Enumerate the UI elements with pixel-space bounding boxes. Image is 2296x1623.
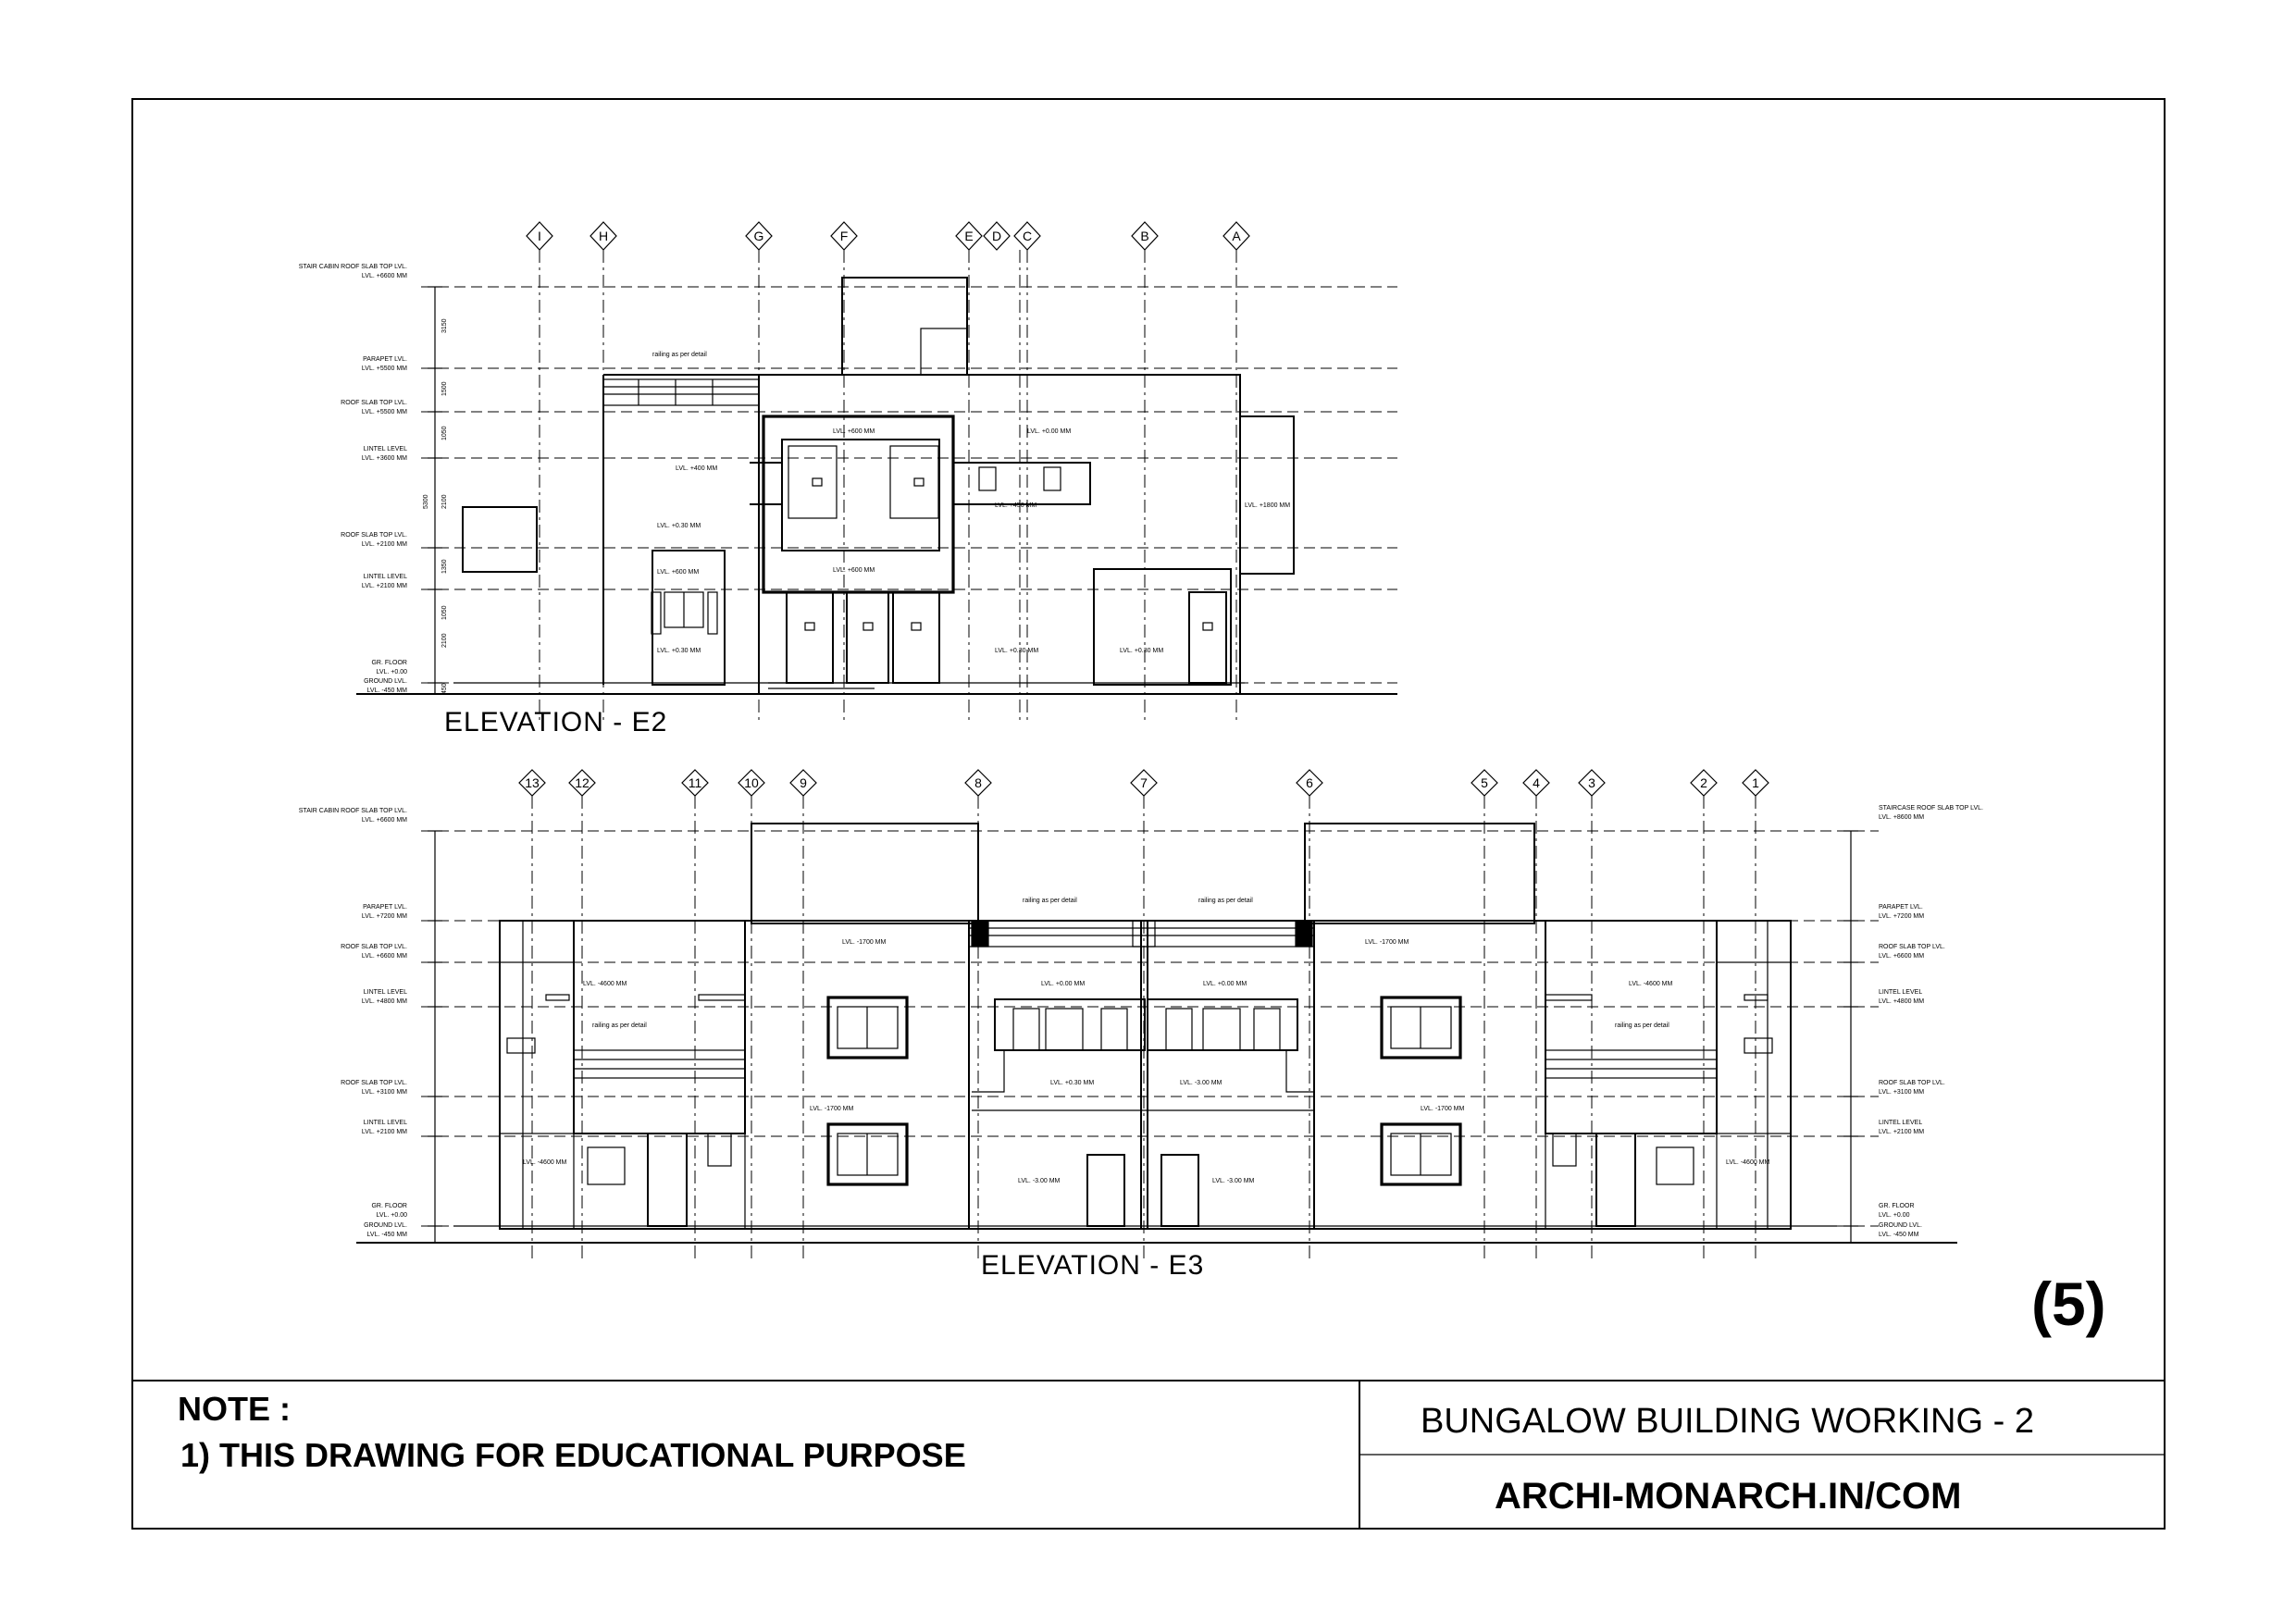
e2-lvl-600-bottom: LVL. +600 MM [833, 567, 875, 574]
e2-grid-label-e: E [964, 229, 974, 243]
e3-grid-marker-1 [1743, 770, 1769, 796]
e3-grid-label-7: 7 [1140, 775, 1148, 790]
e3-lvl-1700-left-top: LVL. -1700 MM [842, 939, 887, 946]
e2-grid-label-d: D [991, 229, 1002, 243]
e2-lvl-1800: LVL. +1800 MM [1245, 502, 1291, 509]
e3-left-level-value-1: LVL. +6600 MM [361, 817, 407, 824]
e3-dimension-chain-right [1843, 831, 1858, 1243]
e2-grid-marker-g [746, 222, 772, 250]
e2-dim-5: 1350 [441, 559, 448, 574]
e3-grid-marker-12 [569, 770, 595, 796]
e3-left-level-label-3: ROOF SLAB TOP LVL. [341, 944, 407, 950]
e3-grid-marker-13 [519, 770, 545, 796]
e3-railing-note-2: railing as per detail [1198, 898, 1253, 904]
e3-left-level-value-7: LVL. +0.00 [376, 1212, 407, 1219]
e3-grid-marker-11 [682, 770, 708, 796]
e2-level-label-3: ROOF SLAB TOP LVL. [341, 400, 407, 406]
e2-level-labels [299, 264, 407, 694]
e2-building [463, 278, 1294, 694]
e3-title: ELEVATION - E3 [981, 1250, 1205, 1281]
e3-right-level-label-7: GR. FLOOR [1879, 1203, 1915, 1209]
e2-lvl-600-top: LVL. +600 MM [833, 428, 875, 435]
e3-left-level-value-6: LVL. +2100 MM [361, 1129, 407, 1135]
e2-dim-1: 3150 [441, 318, 448, 333]
e3-lvl-030: LVL. +0.30 MM [1050, 1080, 1095, 1086]
e3-grid-marker-4 [1523, 770, 1549, 796]
e3-grid-label-1: 1 [1752, 775, 1759, 790]
e2-lvl-030-mid: LVL. +0.30 MM [657, 523, 701, 529]
e3-grid-label-11: 11 [688, 775, 702, 790]
e2-grid-label-i: I [538, 229, 541, 243]
e2-grid-label-c: C [1022, 229, 1033, 243]
e2-dim-8: 450 [441, 683, 448, 694]
e2-annotations [652, 352, 1290, 654]
e2-grid-label-a: A [1232, 229, 1241, 243]
e3-right-level-label-3: ROOF SLAB TOP LVL. [1879, 944, 1945, 950]
e3-lvl-4600-left-bottom: LVL. -4600 MM [523, 1159, 567, 1166]
e2-lvl-000-top: LVL. +0.00 MM [1027, 428, 1072, 435]
e2-level-label-6: LINTEL LEVEL [363, 574, 407, 580]
e3-lvl-4600-left-top: LVL. -4600 MM [583, 981, 627, 987]
e3-lvl-4600-right-bottom: LVL. -4600 MM [1726, 1159, 1770, 1166]
e3-right-level-label-1: STAIRCASE ROOF SLAB TOP LVL. [1879, 805, 1983, 812]
e2-dim-3: 1050 [441, 426, 448, 440]
e3-grid-marker-9 [790, 770, 816, 796]
e2-level-value-3: LVL. +5500 MM [361, 409, 407, 415]
e3-grid-marker-6 [1297, 770, 1322, 796]
e2-grid-markers [527, 222, 1249, 250]
e2-level-value-5: LVL. +2100 MM [361, 541, 407, 548]
e3-left-level-value-8: LVL. -450 MM [366, 1232, 407, 1238]
e2-level-value-7: LVL. +0.00 [376, 669, 407, 675]
e2-dim-4: 2100 [441, 494, 448, 509]
e2-level-value-1: LVL. +6600 MM [361, 273, 407, 279]
e3-grid-label-4: 4 [1533, 775, 1540, 790]
e3-lvl-3000-left: LVL. -3.00 MM [1018, 1178, 1061, 1184]
e2-level-label-1: STAIR CABIN ROOF SLAB TOP LVL. [298, 264, 407, 270]
e3-level-labels-left [299, 808, 407, 1238]
e2-level-label-4: LINTEL LEVEL [363, 446, 407, 452]
e2-lvl-030-left: LVL. +0.30 MM [657, 648, 701, 654]
e3-lvl-1700-right-top: LVL. -1700 MM [1365, 939, 1409, 946]
e2-grid-marker-e [956, 222, 982, 250]
e3-grid-label-13: 13 [525, 775, 540, 790]
e3-left-level-label-4: LINTEL LEVEL [363, 989, 407, 996]
e2-lvl-450: LVL. +450 MM [995, 502, 1037, 509]
e3-lvl-3000-upper: LVL. -3.00 MM [1180, 1080, 1222, 1086]
e3-right-level-label-2: PARAPET LVL. [1879, 904, 1923, 911]
e3-grid-label-12: 12 [575, 775, 590, 790]
e2-dimension-chain [423, 287, 448, 694]
e3-left-level-label-5: ROOF SLAB TOP LVL. [341, 1080, 407, 1086]
e3-lvl-3000-right: LVL. -3.00 MM [1212, 1178, 1255, 1184]
e2-dim-6: 1050 [441, 605, 448, 620]
sheet-number: (5) [2031, 1270, 2106, 1338]
e3-railing-note-4: railing as per detail [1615, 1022, 1669, 1029]
note-heading: NOTE : [178, 1390, 291, 1428]
e3-grid-label-2: 2 [1700, 775, 1707, 790]
e2-grid-label-b: B [1140, 229, 1149, 243]
e2-level-label-8: GROUND LVL. [364, 678, 407, 685]
e3-annotations [523, 898, 1770, 1184]
e3-grid-label-9: 9 [800, 775, 807, 790]
e2-grid-marker-d [984, 222, 1010, 250]
e3-right-level-value-8: LVL. -450 MM [1879, 1232, 1919, 1238]
e3-right-level-label-5: ROOF SLAB TOP LVL. [1879, 1080, 1945, 1086]
e3-grid-markers [519, 770, 1769, 796]
e3-grid-label-3: 3 [1588, 775, 1595, 790]
e3-right-level-label-8: GROUND LVL. [1879, 1222, 1922, 1229]
e3-left-level-label-7: GR. FLOOR [371, 1203, 407, 1209]
e3-railing-note-1: railing as per detail [1023, 898, 1077, 904]
e3-dimension-chain-left [428, 831, 442, 1243]
e2-grid-label-h: H [598, 229, 609, 243]
e3-left-level-label-8: GROUND LVL. [364, 1222, 407, 1229]
e3-lvl-4600-right-top: LVL. -4600 MM [1629, 981, 1673, 987]
e2-lvl-400: LVL. +400 MM [676, 465, 718, 472]
e2-grid-marker-a [1223, 222, 1249, 250]
e3-right-level-value-1: LVL. +8600 MM [1879, 814, 1925, 821]
note-line-1: 1) THIS DRAWING FOR EDUCATIONAL PURPOSE [180, 1436, 966, 1474]
e3-lvl-1700-right-mid: LVL. -1700 MM [1421, 1106, 1465, 1112]
elevation-e3 [299, 770, 1983, 1281]
e3-right-level-value-5: LVL. +3100 MM [1879, 1089, 1925, 1096]
sheet-border [132, 99, 2165, 1529]
e2-railing-note: railing as per detail [652, 352, 707, 358]
e3-right-level-value-2: LVL. +7200 MM [1879, 913, 1925, 920]
e3-grid-marker-5 [1471, 770, 1497, 796]
e2-dim-7: 2100 [441, 633, 448, 648]
e2-grid-marker-b [1132, 222, 1158, 250]
e3-grid-marker-7 [1131, 770, 1157, 796]
e3-lvl-000-right: LVL. +0.00 MM [1203, 981, 1247, 987]
e2-grid-marker-h [590, 222, 616, 250]
e3-grid-label-5: 5 [1481, 775, 1488, 790]
e3-right-level-value-7: LVL. +0.00 [1879, 1212, 1910, 1219]
e2-level-label-5: ROOF SLAB TOP LVL. [341, 532, 407, 539]
e3-right-level-label-6: LINTEL LEVEL [1879, 1120, 1923, 1126]
elevation-e2 [299, 222, 1397, 737]
e3-lvl-000-left: LVL. +0.00 MM [1041, 981, 1086, 987]
e3-grid-marker-3 [1579, 770, 1605, 796]
e3-grid-label-10: 10 [744, 775, 759, 790]
e2-grid-label-g: G [753, 229, 764, 243]
e2-grid-label-f: F [839, 229, 849, 243]
e3-left-level-label-1: STAIR CABIN ROOF SLAB TOP LVL. [298, 808, 407, 814]
e3-left-level-value-2: LVL. +7200 MM [361, 913, 407, 920]
e2-dim-2: 1500 [441, 381, 448, 396]
e2-grid-marker-f [831, 222, 857, 250]
e2-lvl-600-left: LVL. +600 MM [657, 569, 700, 576]
e2-grid-marker-c [1014, 222, 1040, 250]
e2-level-value-2: LVL. +5500 MM [361, 365, 407, 372]
e3-right-level-value-6: LVL. +2100 MM [1879, 1129, 1925, 1135]
e2-level-value-6: LVL. +2100 MM [361, 583, 407, 589]
e3-grid-marker-8 [965, 770, 991, 796]
website-label: ARCHI-MONARCH.IN/COM [1495, 1476, 1962, 1517]
e2-grid-marker-i [527, 222, 552, 250]
project-title: BUNGALOW BUILDING WORKING - 2 [1421, 1402, 2034, 1441]
e2-level-label-7: GR. FLOOR [371, 660, 407, 666]
e3-left-level-label-6: LINTEL LEVEL [363, 1120, 407, 1126]
e3-grid-label-8: 8 [974, 775, 982, 790]
e3-left-level-value-4: LVL. +4800 MM [361, 998, 407, 1005]
e3-grid-marker-10 [738, 770, 764, 796]
e2-lvl-030-center: LVL. +0.30 MM [995, 648, 1039, 654]
e3-right-level-value-4: LVL. +4800 MM [1879, 998, 1925, 1005]
e2-level-value-8: LVL. -450 MM [366, 688, 407, 694]
e3-grid-marker-2 [1691, 770, 1717, 796]
e2-level-lines [421, 287, 1397, 683]
e3-building [500, 824, 1791, 1229]
e2-dim-9: 5300 [423, 494, 429, 509]
e3-railing-note-3: railing as per detail [592, 1022, 647, 1029]
e3-lvl-1700-left-mid: LVL. -1700 MM [810, 1106, 854, 1112]
e2-lvl-030-right: LVL. +0.30 MM [1120, 648, 1164, 654]
e3-left-level-value-5: LVL. +3100 MM [361, 1089, 407, 1096]
e2-level-label-2: PARAPET LVL. [363, 356, 407, 363]
e3-right-level-label-4: LINTEL LEVEL [1879, 989, 1923, 996]
e3-left-level-value-3: LVL. +6600 MM [361, 953, 407, 960]
e3-right-level-value-3: LVL. +6600 MM [1879, 953, 1925, 960]
e2-level-value-4: LVL. +3600 MM [361, 455, 407, 462]
e3-level-labels-right [1879, 805, 1983, 1238]
e2-title: ELEVATION - E2 [444, 707, 668, 737]
e3-left-level-label-2: PARAPET LVL. [363, 904, 407, 911]
e3-grid-label-6: 6 [1306, 775, 1313, 790]
